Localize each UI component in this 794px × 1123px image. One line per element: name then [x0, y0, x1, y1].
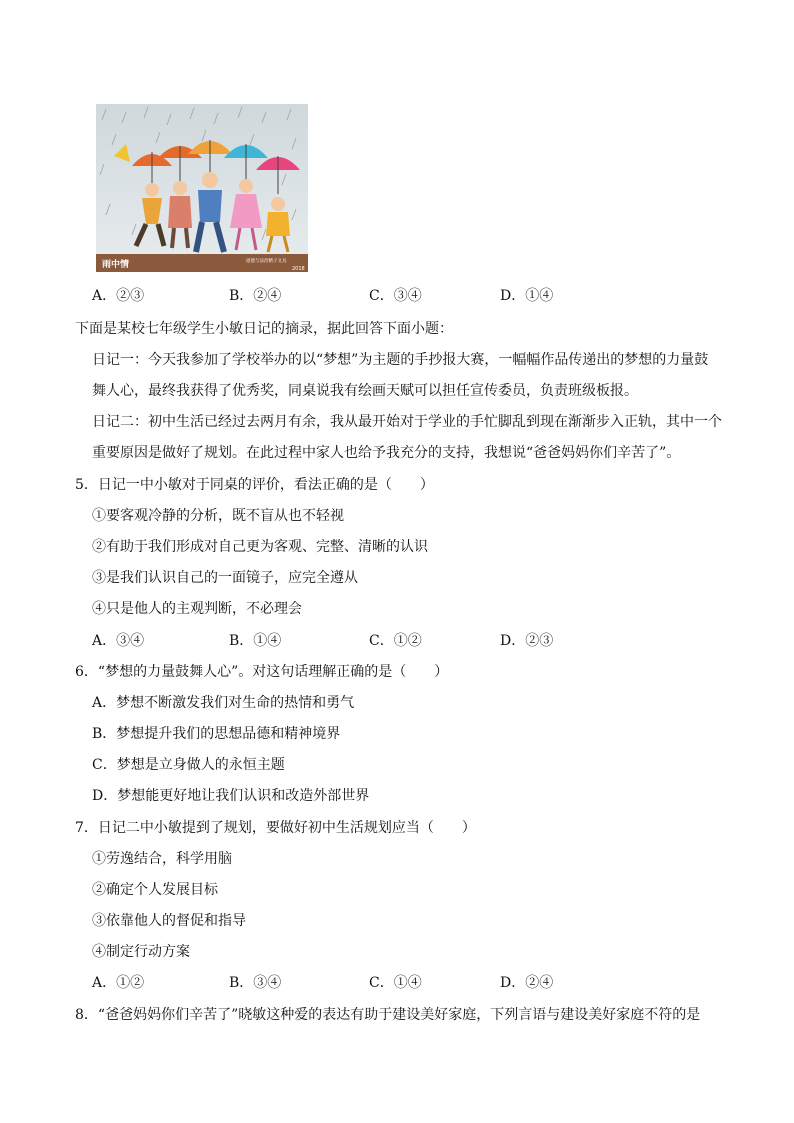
option-d[interactable]: D．①④	[500, 288, 554, 304]
question-6-option-a[interactable]: A．梦想不断激发我们对生命的热情和勇气	[92, 695, 355, 711]
question-5-item-4: ④只是他人的主观判断，不必理会	[92, 601, 302, 617]
question-5-stem: 5．日记一中小敏对于同桌的评价，看法正确的是（ ）	[75, 477, 434, 493]
q7-options	[92, 973, 652, 993]
option-a[interactable]: A．①②	[92, 975, 145, 991]
passage-intro: 下面是某校七年级学生小敏日记的摘录，据此回答下面小题：	[75, 321, 453, 337]
option-c[interactable]: C．①④	[369, 975, 422, 991]
option-a[interactable]: A．②③	[92, 288, 145, 304]
question-7-item-2: ②确定个人发展目标	[92, 882, 218, 898]
question-5-item-2: ②有助于我们形成对自己更为客观、完整、清晰的认识	[92, 539, 428, 555]
option-b[interactable]: B．①④	[229, 633, 282, 649]
option-b[interactable]: B．②④	[229, 288, 282, 304]
question-7-item-1: ①劳逸结合，科学用脑	[92, 851, 232, 867]
question-7-item-4: ④制定行动方案	[92, 944, 190, 960]
question-7-item-3: ③依靠他人的督促和指导	[92, 913, 246, 929]
illustration-watermark: 道德与法治精子文具	[246, 259, 287, 264]
diary-one-line-2: 舞人心，最终我获得了优秀奖，同桌说我有绘画天赋可以担任宣传委员，负责班级板报。	[92, 383, 638, 399]
question-6-option-d[interactable]: D．梦想能更好地让我们认识和改造外部世界	[92, 788, 370, 804]
q5-options	[92, 631, 652, 651]
diary-one-line-1: 日记一：今天我参加了学校举办的以“梦想”为主题的手抄报大赛，一幅幅作品传递出的梦想的力量鼓	[92, 352, 709, 368]
question-6-option-c[interactable]: C．梦想是立身做人的永恒主题	[92, 757, 285, 773]
option-b[interactable]: B．③④	[229, 975, 282, 991]
question-6-stem: 6．“梦想的力量鼓舞人心”。对这句话理解正确的是（ ）	[75, 664, 449, 680]
illustration-caption: 雨中情	[102, 260, 130, 270]
question-7-stem: 7．日记二中小敏提到了规划，要做好初中生活规划应当（ ）	[75, 820, 476, 836]
question-5-item-3: ③是我们认识自己的一面镜子，应完全遵从	[92, 570, 358, 586]
question-6-option-b[interactable]: B．梦想提升我们的思想品德和精神境界	[92, 726, 341, 742]
diary-two-line-1: 日记二：初中生活已经过去两月有余，我从最开始对于学业的手忙脚乱到现在渐渐步入正轨，其中一个	[92, 414, 722, 430]
rain-illustration	[96, 104, 308, 272]
option-c[interactable]: C．③④	[369, 288, 422, 304]
diary-two-line-2: 重要原因是做好了规划。在此过程中家人也给予我充分的支持，我想说“爸爸妈妈你们辛苦了”。	[92, 445, 681, 461]
question-8-stem: 8．“爸爸妈妈你们辛苦了”晓敏这种爱的表达有助于建设美好家庭，下列言语与建设美好家庭不符的是	[75, 1007, 701, 1023]
option-d[interactable]: D．②③	[500, 633, 554, 649]
q4-options	[92, 286, 652, 306]
illustration-year: 2018	[292, 266, 305, 272]
option-c[interactable]: C．①②	[369, 633, 422, 649]
question-5-item-1: ①要客观冷静的分析，既不盲从也不轻视	[92, 508, 344, 524]
option-d[interactable]: D．②④	[500, 975, 554, 991]
option-a[interactable]: A．③④	[92, 633, 145, 649]
